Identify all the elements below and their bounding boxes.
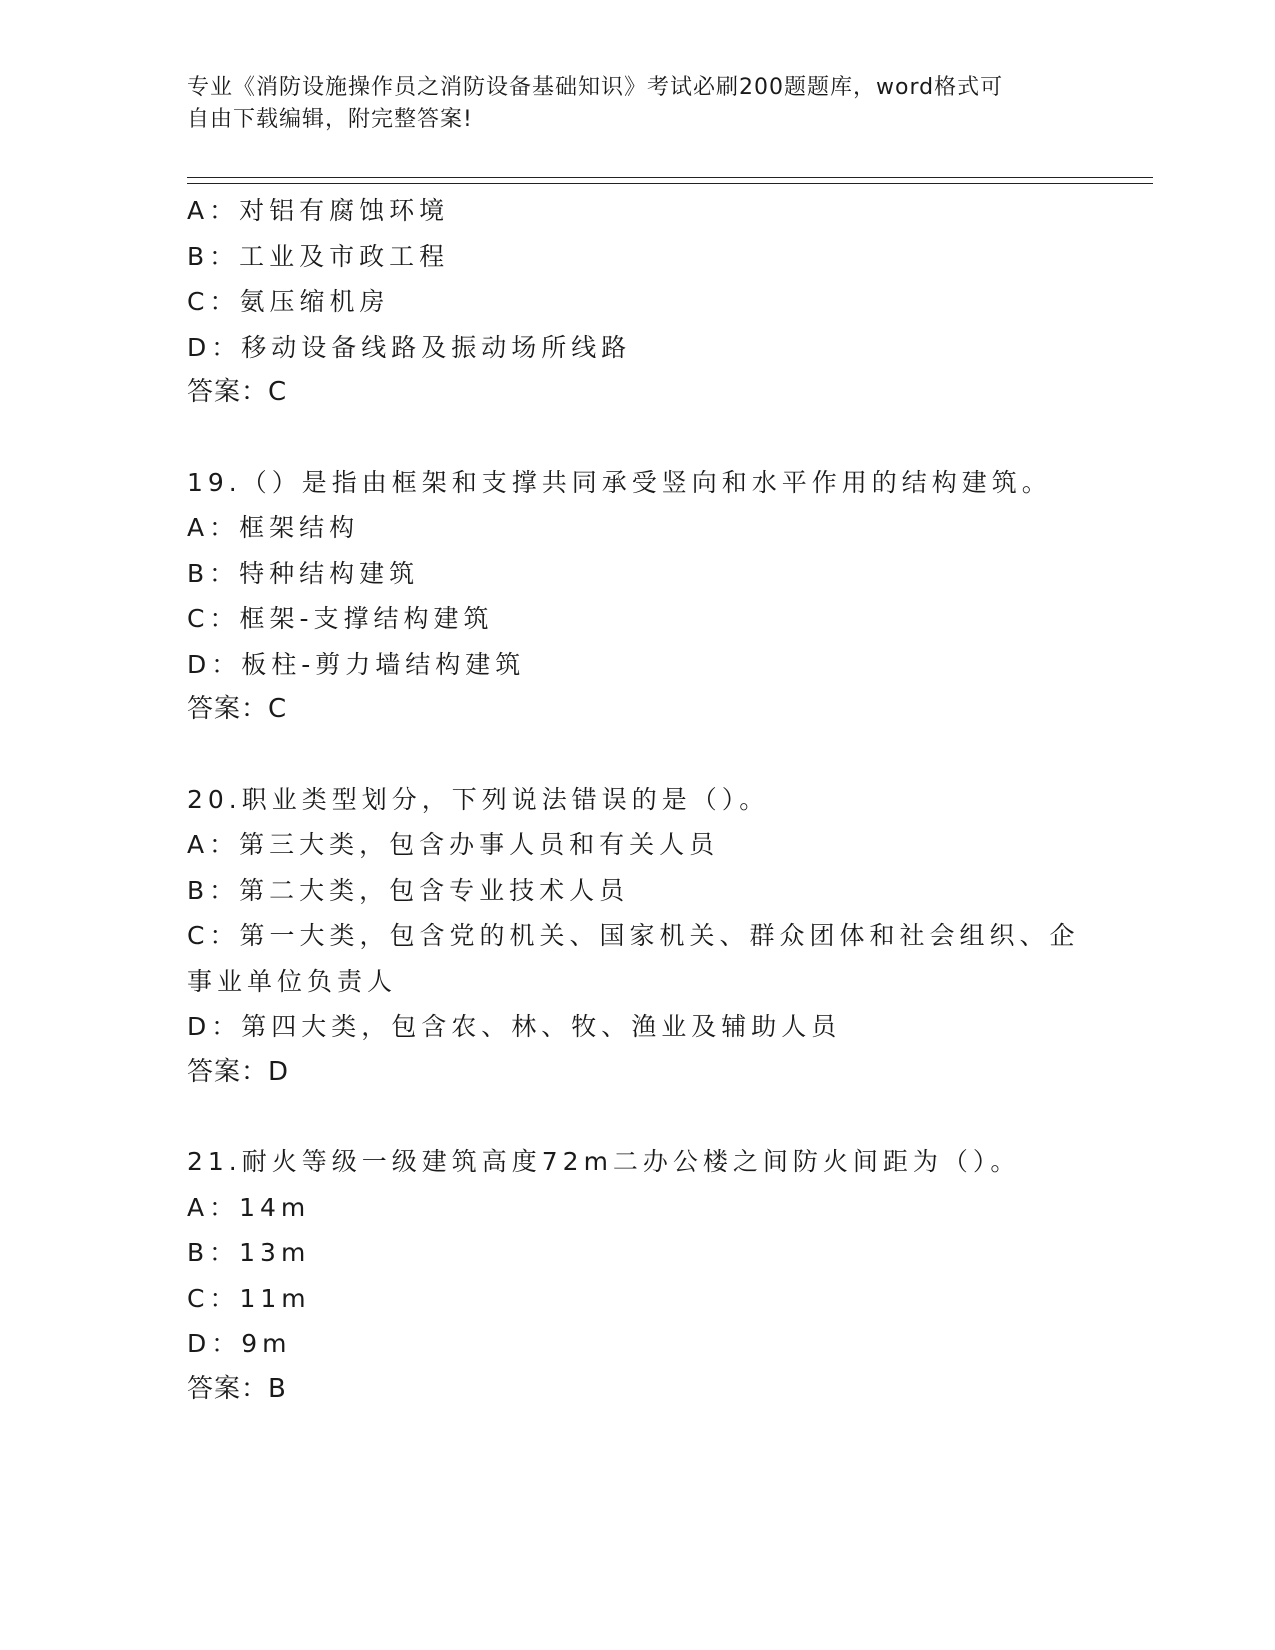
header-divider (187, 177, 1153, 184)
header-title-line-2: 自由下载编辑，附完整答案! (187, 107, 473, 132)
document-header (187, 72, 1067, 136)
question-stem: 20.职业类型划分，下列说法错误的是（）。 (187, 784, 770, 814)
option-d: D：板柱-剪力墙结构建筑 (187, 649, 526, 679)
option-a: A：14m (187, 1192, 311, 1222)
option-c: C：11m (187, 1283, 311, 1313)
option-d: D：第四大类，包含农、林、牧、渔业及辅助人员 (187, 1012, 842, 1041)
option-b: B：特种结构建筑 (187, 558, 420, 588)
question-block-20 (187, 777, 1087, 1096)
answer-line: 答案：C (187, 694, 288, 724)
question-block-19 (187, 460, 1087, 733)
header-title-line-1: 专业《消防设施操作员之消防设备基础知识》考试必刷200题题库，word格式可 (187, 75, 1004, 100)
option-a: A：第三大类，包含办事人员和有关人员 (187, 830, 720, 859)
option-b: B：13m (187, 1238, 311, 1267)
question-block-21 (187, 1139, 1087, 1412)
option-a: A：框架结构 (187, 513, 360, 542)
question-stem: 19.（）是指由框架和支撑共同承受竖向和水平作用的结构建筑。 (187, 467, 1052, 497)
spacer (187, 1095, 1087, 1139)
option-d: D：9m (187, 1329, 292, 1358)
option-b: B：第二大类，包含专业技术人员 (187, 875, 630, 905)
option-a: A：对铝有腐蚀环境 (187, 196, 450, 225)
question-list (187, 188, 1087, 1412)
option-c: C：第一大类，包含党的机关、国家机关、群众团体和社会组织、企事业单位负责人 (187, 921, 1080, 996)
answer-line: 答案：B (187, 1373, 287, 1404)
option-b: B：工业及市政工程 (187, 241, 450, 271)
option-c: C：氨压缩机房 (187, 287, 390, 316)
option-d: D：移动设备线路及振动场所线路 (187, 332, 632, 362)
answer-line: 答案：C (187, 377, 288, 407)
spacer (187, 733, 1087, 777)
option-c: C：框架-支撑结构建筑 (187, 604, 494, 633)
question-stem: 21.耐火等级一级建筑高度72m二办公楼之间防火间距为（）。 (187, 1147, 1021, 1176)
question-block-carryover (187, 188, 1087, 416)
answer-line: 答案：D (187, 1056, 290, 1087)
spacer (187, 416, 1087, 460)
